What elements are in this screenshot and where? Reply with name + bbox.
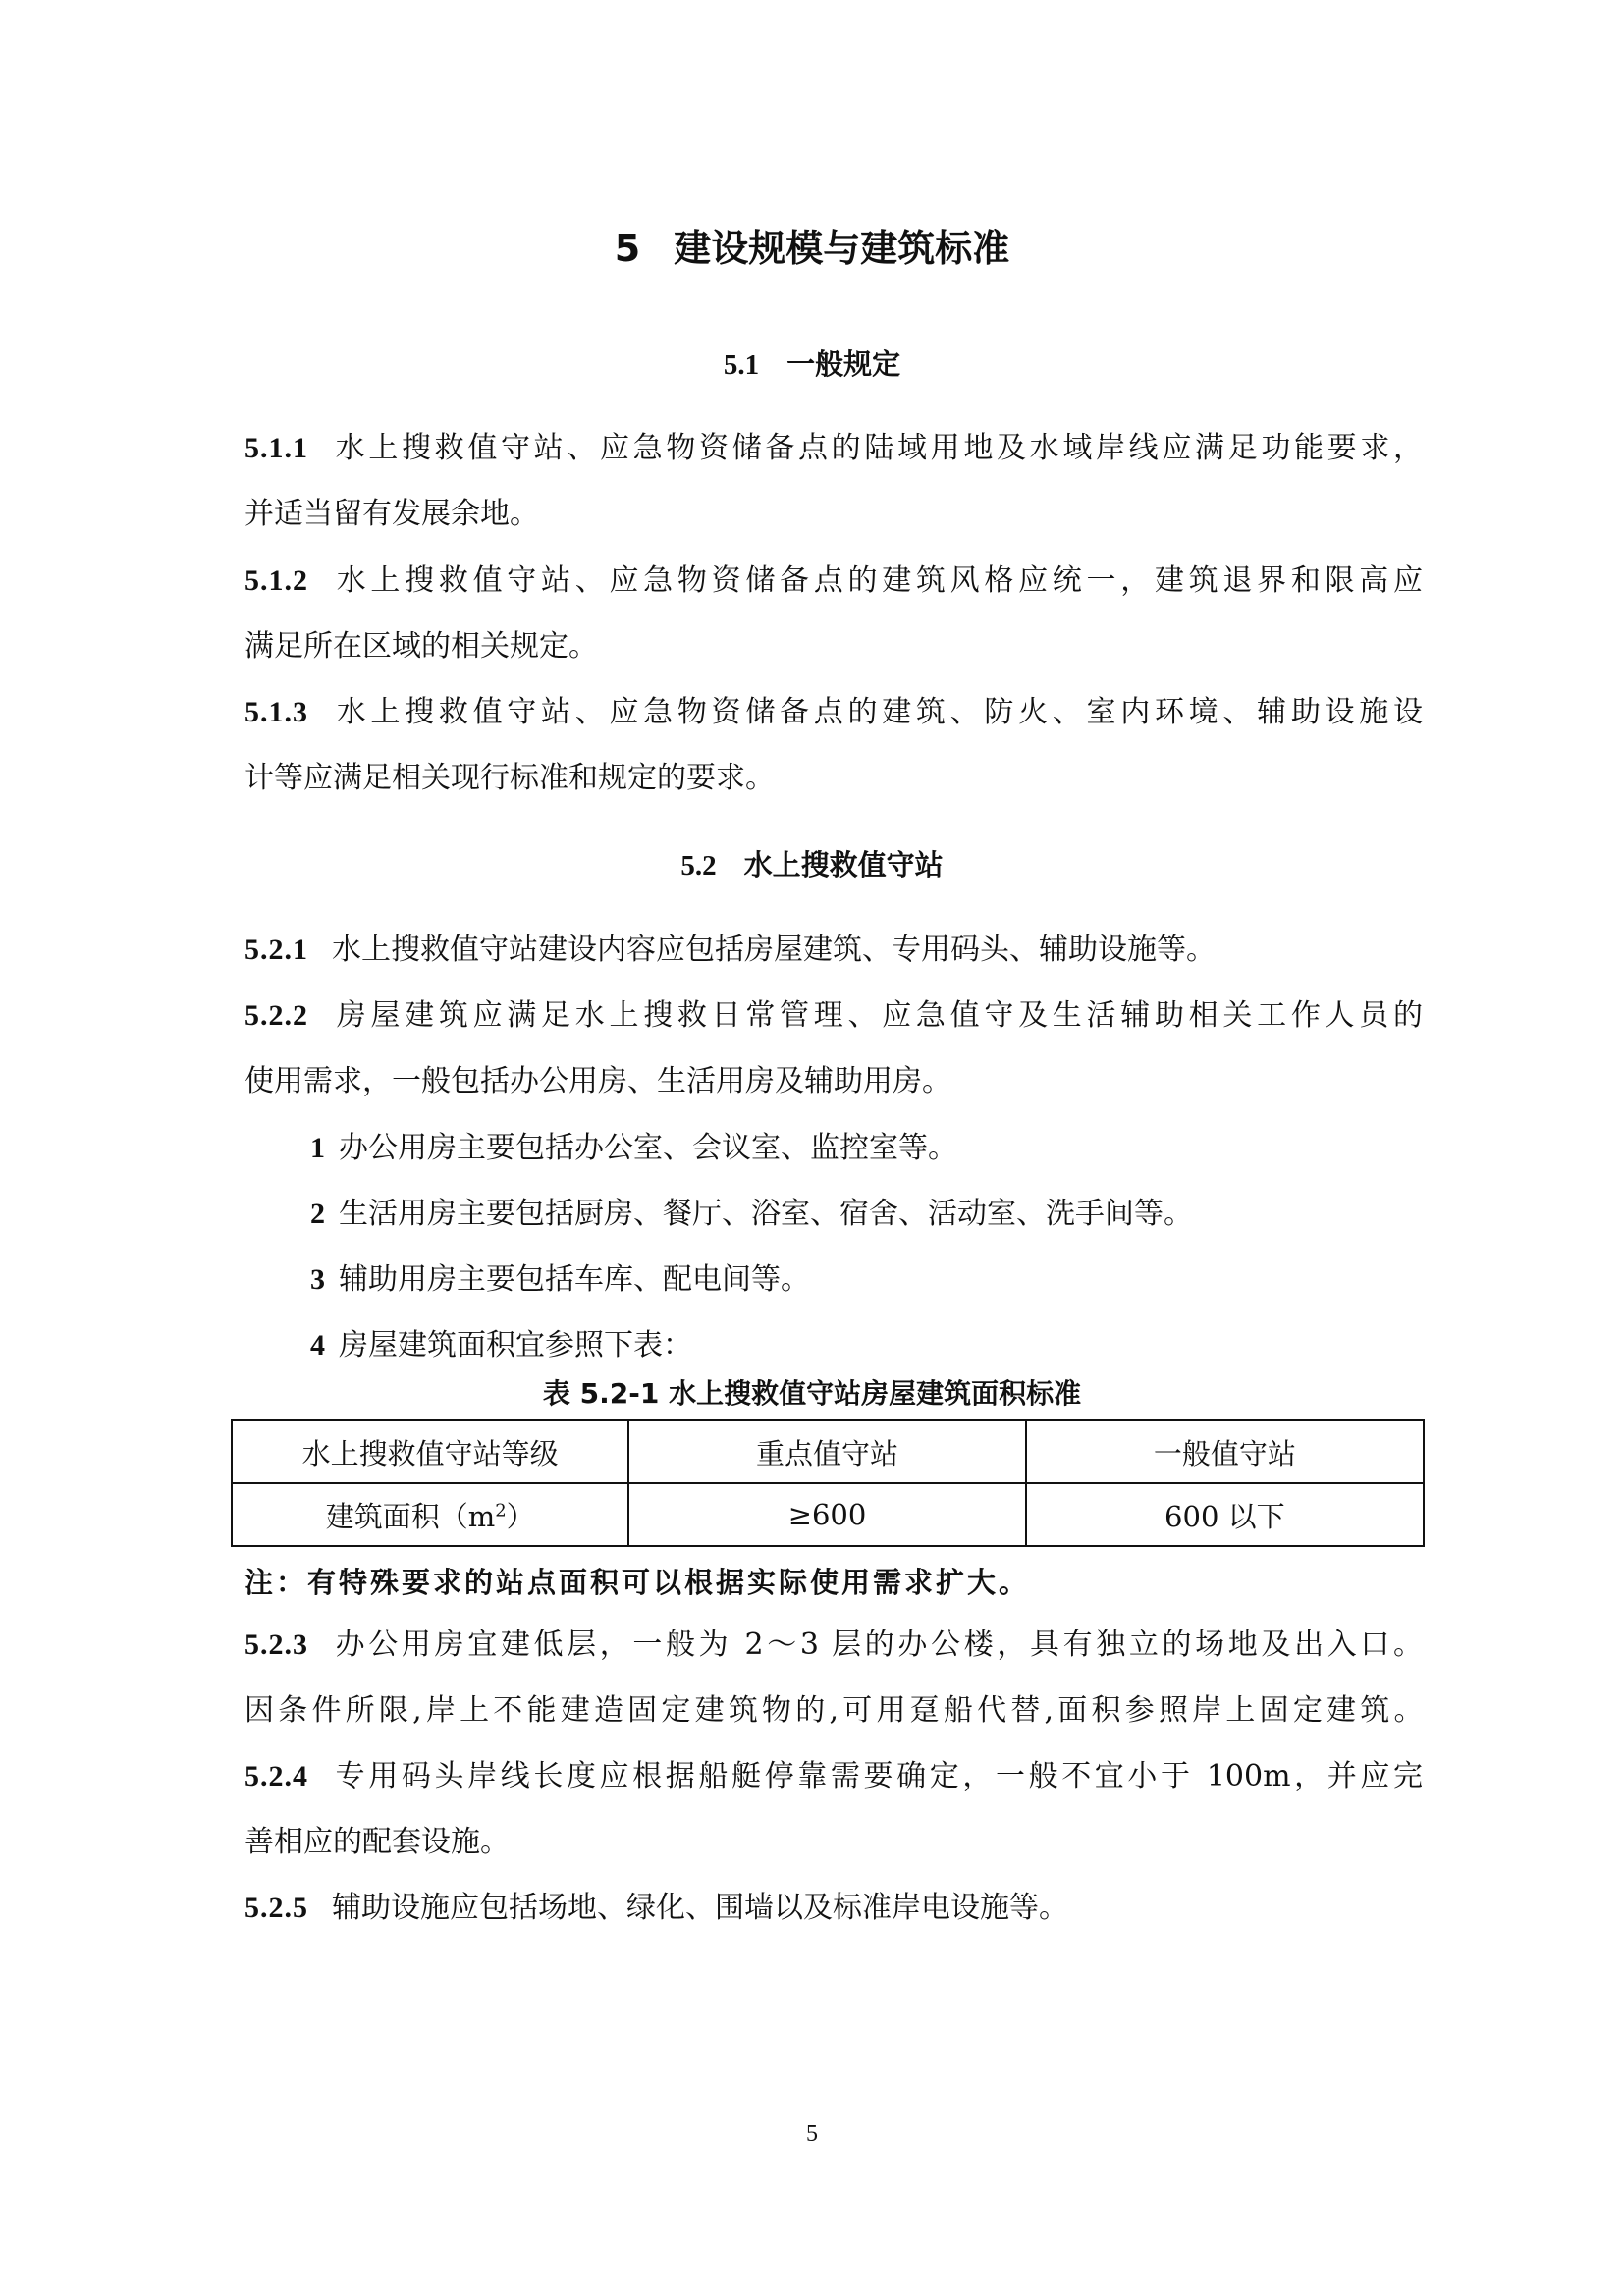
list-item <box>310 1324 692 1367</box>
list-item <box>310 1258 810 1302</box>
clause-text: 辅助设施应包括场地、绿化、围墙以及标准岸电设施等。 <box>332 1891 1068 1925</box>
clause-text: 水上搜救值守站、应急物资储备点的建筑风格应统一，建筑退界和限高应 <box>332 563 1423 598</box>
item-text: 房屋建筑面积宜参照下表： <box>339 1328 692 1362</box>
table-header-row <box>232 1420 1424 1483</box>
page-number: 5 <box>806 2121 818 2147</box>
section-number: 5.2 <box>680 850 717 881</box>
chapter-number: 5 <box>614 227 641 270</box>
chapter-title <box>0 218 1624 272</box>
clause-number: 5.2.3 <box>244 1629 308 1661</box>
table-caption: 表 5.2-1 水上搜救值守站房屋建筑面积标准 <box>542 1377 1082 1410</box>
area-standard-table <box>231 1419 1425 1547</box>
list-item <box>310 1193 1193 1236</box>
clause-text: 房屋建筑应满足水上搜救日常管理、应急值守及生活辅助相关工作人员的 <box>332 998 1423 1033</box>
clause-5-2-2-line-2: 使用需求，一般包括办公用房、生活用房及辅助用房。 <box>244 1064 951 1098</box>
clause-5-1-3-line-1 <box>244 691 1423 734</box>
section-title-5-1 <box>0 343 1624 383</box>
clause-text: 水上搜救值守站、应急物资储备点的建筑、防火、室内环境、辅助设施设 <box>332 695 1423 729</box>
table-header-cell: 水上搜救值守站等级 <box>232 1420 628 1483</box>
table-cell: 600 以下 <box>1026 1483 1424 1546</box>
clause-number: 5.2.2 <box>244 999 308 1032</box>
clause-5-1-2-line-1 <box>244 560 1423 603</box>
clause-5-2-3-line-1 <box>244 1624 1423 1667</box>
clause-text: 水上搜救值守站、应急物资储备点的陆域用地及水域岸线应满足功能要求， <box>332 431 1423 465</box>
clause-text: 办公用房宜建低层，一般为 2～3 层的办公楼，具有独立的场地及出入口。 <box>332 1628 1423 1662</box>
clause-5-2-2-line-1 <box>244 994 1423 1038</box>
clause-number: 5.2.5 <box>244 1892 308 1924</box>
table-row <box>232 1483 1424 1546</box>
item-number: 1 <box>310 1132 325 1164</box>
clause-5-2-1 <box>244 929 1423 972</box>
clause-5-2-4-line-2: 善相应的配套设施。 <box>244 1825 510 1859</box>
clause-number: 5.1.3 <box>244 696 308 728</box>
list-item <box>310 1127 957 1170</box>
clause-5-1-2-line-2: 满足所在区域的相关规定。 <box>244 629 598 664</box>
table-header-cell: 重点值守站 <box>628 1420 1025 1483</box>
item-number: 4 <box>310 1329 325 1362</box>
table-cell: ≥600 <box>628 1483 1025 1546</box>
item-text: 辅助用房主要包括车库、配电间等。 <box>339 1262 810 1297</box>
table-header-cell: 一般值守站 <box>1026 1420 1424 1483</box>
row-label-close: ） <box>506 1499 535 1533</box>
table-note: 注：有特殊要求的站点面积可以根据实际使用需求扩大。 <box>244 1566 1031 1599</box>
clause-text: 专用码头岸线长度应根据船艇停靠需要确定，一般不宜小于 100m，并应完 <box>332 1759 1423 1793</box>
item-text: 办公用房主要包括办公室、会议室、监控室等。 <box>339 1131 957 1165</box>
table-row-label <box>232 1483 628 1546</box>
section-number: 5.1 <box>723 349 760 381</box>
clause-text: 水上搜救值守站建设内容应包括房屋建筑、专用码头、辅助设施等。 <box>332 933 1216 967</box>
clause-5-2-5 <box>244 1887 1423 1930</box>
clause-5-1-3-line-2: 计等应满足相关现行标准和规定的要求。 <box>244 761 775 795</box>
row-label-superscript: 2 <box>495 1499 507 1521</box>
chapter-title-text: 建设规模与建筑标准 <box>674 227 1010 270</box>
clause-5-1-1-line-2: 并适当留有发展余地。 <box>244 497 539 531</box>
item-number: 2 <box>310 1198 325 1230</box>
clause-number: 5.2.1 <box>244 934 308 966</box>
clause-5-2-3-line-2: 因条件所限,岸上不能建造固定建筑物的,可用趸船代替,面积参照岸上固定建筑。 <box>244 1693 1423 1728</box>
section-title-text: 水上搜救值守站 <box>743 848 944 881</box>
section-title-text: 一般规定 <box>786 347 901 381</box>
clause-number: 5.1.2 <box>244 564 308 597</box>
clause-number: 5.1.1 <box>244 432 308 464</box>
section-title-5-2 <box>0 843 1624 883</box>
row-label-text: 建筑面积（m <box>325 1499 496 1533</box>
clause-5-2-4-line-1 <box>244 1755 1423 1798</box>
clause-5-1-1-line-1 <box>244 427 1423 470</box>
item-number: 3 <box>310 1263 325 1296</box>
clause-number: 5.2.4 <box>244 1760 308 1792</box>
item-text: 生活用房主要包括厨房、餐厅、浴室、宿舍、活动室、洗手间等。 <box>339 1197 1193 1231</box>
